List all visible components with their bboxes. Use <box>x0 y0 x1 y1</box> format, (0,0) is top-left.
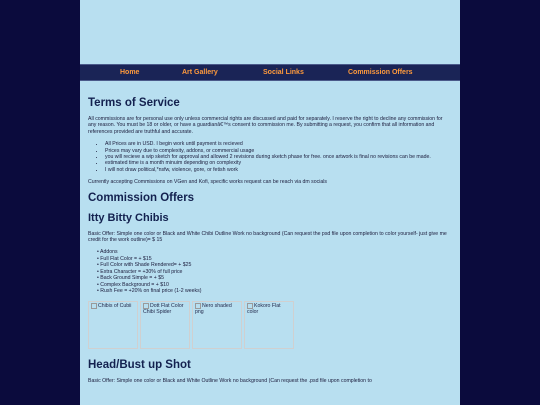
list-item: • Complex Background = + $10 <box>97 282 452 288</box>
main-content <box>80 81 460 385</box>
nav-social-links[interactable]: Social Links <box>263 69 304 76</box>
list-item: • estimated time is a month minuim depending on complexity <box>105 160 452 166</box>
chibis-gallery <box>88 301 452 349</box>
list-item: • Back Ground Simple = + $5 <box>97 275 452 281</box>
broken-image-icon <box>91 303 97 309</box>
list-item: • Full Flat Color = + $15 <box>97 256 452 262</box>
list-item: • All Prices are in USD. I begin work until payment is recieved <box>105 141 452 147</box>
offers-heading: Commission Offers <box>88 191 195 204</box>
list-item: • I will not draw political,*nsfw, violence, gore, or fetish work <box>105 167 452 173</box>
list-item: • Rush Fee = +20% on final price (1-2 weeks) <box>97 288 452 294</box>
nav-home[interactable]: Home <box>120 69 140 76</box>
gallery-image[interactable]: Dott Flat Color Chibi Spider <box>140 301 190 349</box>
chibis-addons-list <box>97 249 452 294</box>
chibis-heading: Itty Bitty Chibis <box>88 211 169 224</box>
list-item: • Extra Character = +30% of full price <box>97 269 452 275</box>
tos-heading: Terms of Service <box>88 97 180 109</box>
chibis-basic-offer: Basic Offer: Simple one color or Black and White Chibi Outline Work no background (Can request the psd file upon completion to color yourself- just give me credit for the work outline)= $ 15 <box>88 230 447 244</box>
tos-intro: All commissions are for personal use only unless commercial rights are discussed and paid for separately. I reserve the right to decline any commission for any reason. You must be 18 or older, or have a guardianâ€™s consent to commission me. By submitting a request, you confirm that all information and references provided are truthful and accurate. <box>88 116 443 135</box>
header-banner <box>80 0 460 64</box>
headbust-basic-offer: Basic Offer: Simple one color or Black and White Outline Work no background (Can request the .psd file upon completion to <box>88 378 372 385</box>
addons-label: • Addons <box>97 249 452 255</box>
list-item: • you will recieve a wip sketch for approval and allowed 2 revisions during sketch phase for free. once artwork is final no revisions can be made. <box>105 154 452 160</box>
tos-outro: Currently accepting Commissions on VGen and Kofi, specific works request can be reach via dm socials <box>88 179 328 186</box>
gallery-image[interactable]: Chibis of Cubii <box>88 301 138 349</box>
nav-commission-offers[interactable]: Commission Offers <box>348 69 413 76</box>
gallery-image[interactable]: Nero shaded png <box>192 301 242 349</box>
nav-bar <box>80 64 460 81</box>
tos-rules-list <box>88 141 452 173</box>
list-item: • Prices may vary due to complexity, addons, or commercial usage <box>105 148 452 154</box>
nav-art-gallery[interactable]: Art Gallery <box>182 69 218 76</box>
page-container <box>80 0 460 405</box>
gallery-image[interactable]: Kokoro Flat color <box>244 301 294 349</box>
list-item: • Full Color with Shade Rendered= + $25 <box>97 262 452 268</box>
headbust-heading: Head/Bust up Shot <box>88 359 191 372</box>
